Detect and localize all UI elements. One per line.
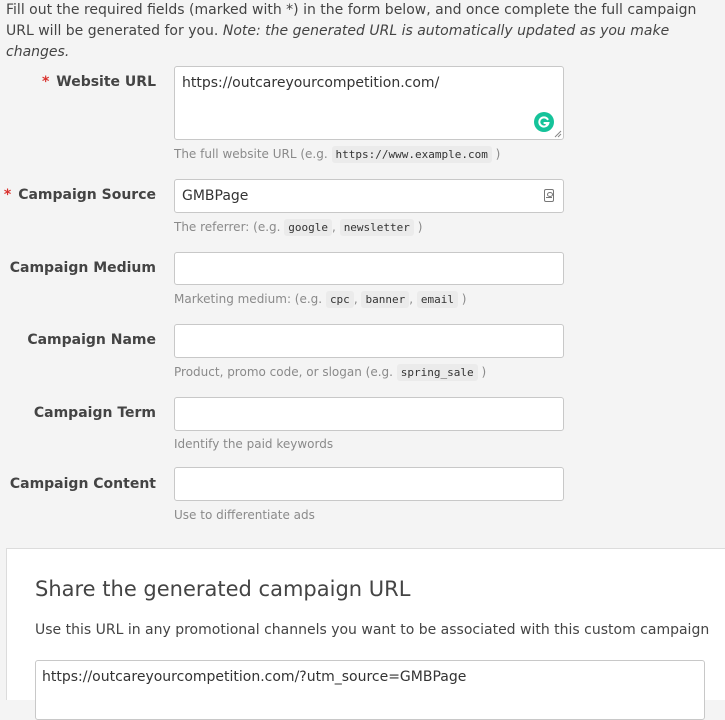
campaign-name-help: Product, promo code, or slogan (e.g. spring_sale ) (174, 365, 487, 379)
example-code: email (417, 291, 458, 308)
resize-handle-icon[interactable] (554, 130, 562, 138)
campaign-medium-label: Campaign Medium (9, 260, 156, 276)
example-code: cpc (326, 291, 354, 308)
campaign-medium-help: Marketing medium: (e.g. cpc , banner , email ) (174, 292, 467, 306)
share-description: Use this URL in any promotional channels you want to be associated with this custom campaign (35, 622, 710, 638)
campaign-source-help: The referrer: (e.g. google , newsletter ) (174, 220, 423, 234)
campaign-source-label: * Campaign Source (3, 187, 156, 203)
campaign-name-label: Campaign Name (27, 332, 156, 348)
website-url-help: The full website URL (e.g. https://www.example.com ) (174, 147, 501, 161)
example-code: https://www.example.com (332, 146, 492, 163)
website-url-label: * Website URL (41, 74, 156, 90)
example-code: spring_sale (397, 364, 478, 381)
intro-instructions: Fill out the required fields (marked with *) in the form below, and once complete the full campaign URL will be generated for you. (6, 2, 697, 39)
campaign-content-help: Use to differentiate ads (174, 508, 315, 522)
campaign-name-input[interactable] (174, 324, 564, 358)
grammarly-icon[interactable] (534, 112, 554, 132)
campaign-source-value: GMBPage (182, 188, 249, 204)
website-url-input[interactable] (174, 66, 564, 140)
example-code: banner (361, 291, 409, 308)
required-marker: * (3, 187, 12, 203)
example-code: newsletter (340, 219, 414, 236)
generated-url-field[interactable] (35, 660, 705, 720)
share-panel (6, 548, 725, 700)
contact-card-icon[interactable] (544, 189, 554, 202)
campaign-content-label: Campaign Content (9, 476, 156, 492)
campaign-term-input[interactable] (174, 397, 564, 431)
required-marker: * (41, 74, 50, 90)
intro-note: Note: the generated URL is automatically updated as you make changes. (6, 23, 670, 60)
campaign-medium-input[interactable] (174, 252, 564, 285)
generated-url-value: https://outcareyourcompetition.com/?utm_source=GMBPage (42, 669, 467, 685)
campaign-term-help: Identify the paid keywords (174, 437, 334, 451)
share-title: Share the generated campaign URL (35, 577, 411, 601)
campaign-term-label: Campaign Term (33, 405, 156, 421)
website-url-value: https://outcareyourcompetition.com/ (182, 75, 440, 91)
campaign-content-input[interactable] (174, 467, 564, 501)
example-code: google (284, 219, 332, 236)
campaign-source-input[interactable] (174, 179, 564, 213)
intro-text (6, 0, 725, 63)
